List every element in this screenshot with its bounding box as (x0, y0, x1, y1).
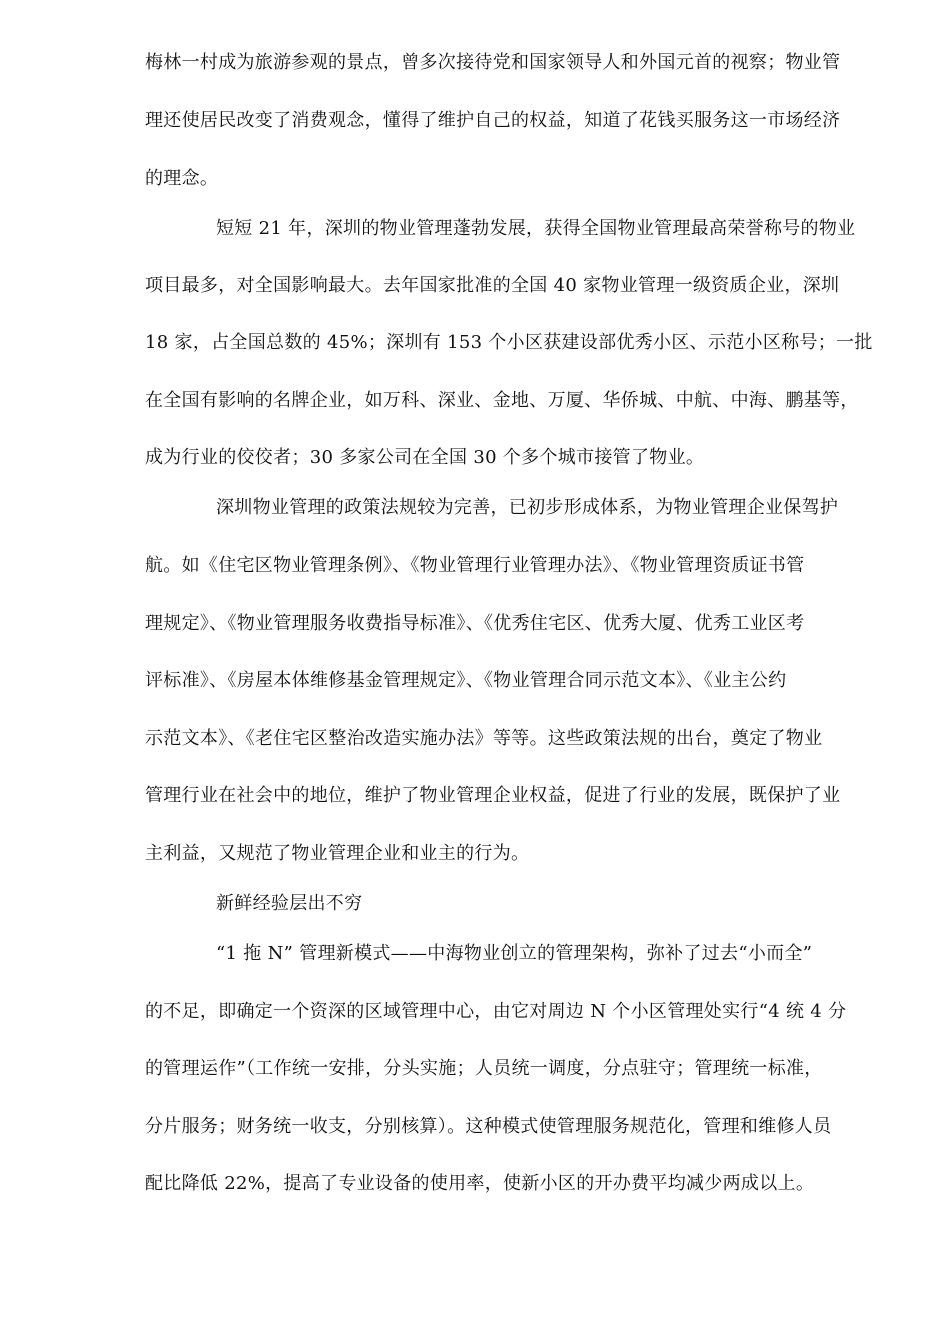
text-line: “1 拖 N” 管理新模式——中海物业创立的管理架构，弥补了过去“小而全” (216, 943, 813, 964)
text-line: 梅林一村成为旅游参观的景点，曾多次接待党和国家领导人和外国元首的视察；物业管 (145, 52, 841, 73)
text-line: 管理行业在社会中的地位，维护了物业管理企业权益，促进了行业的发展，既保护了业 (145, 785, 841, 806)
text-line: 成为行业的佼佼者；30 多家公司在全国 30 个多个城市接管了物业。 (145, 447, 705, 468)
text-line: 短短 21 年，深圳的物业管理蓬勃发展，获得全国物业管理最高荣誉称号的物业 (216, 218, 856, 239)
text-line: 分片服务；财务统一收支，分别核算）。这种模式使管理服务规范化，管理和维修人员 (145, 1116, 832, 1137)
text-line: 的不足，即确定一个资深的区域管理中心，由它对周边 N 个小区管理处实行“4 统 4 分 (145, 1001, 847, 1022)
text-line: 项目最多，对全国影响最大。去年国家批准的全国 40 家物业管理一级资质企业，深圳 (145, 275, 840, 296)
text-line: 理还使居民改变了消费观念，懂得了维护自己的权益，知道了花钱买服务这一市场经济 (145, 110, 841, 131)
text-line: 的管理运作”（工作统一安排，分头实施；人员统一调度，分点驻守；管理统一标准， (145, 1058, 823, 1079)
text-line: 的理念。 (145, 168, 219, 189)
text-line: 18 家，占全国总数的 45%；深圳有 153 个小区获建设部优秀小区、示范小区称号；一批 (145, 332, 873, 353)
text-line: 深圳物业管理的政策法规较为完善，已初步形成体系，为物业管理企业保驾护 (216, 497, 839, 518)
text-line: 航。如《住宅区物业管理条例》、《物业管理行业管理办法》、《物业管理资质证书管 (145, 555, 805, 576)
text-line: 在全国有影响的名牌企业，如万科、深业、金地、万厦、华侨城、中航、中海、鹏基等， (145, 390, 859, 411)
text-line: 配比降低 22%，提高了专业设备的使用率，使新小区的开办费平均减少两成以上。 (145, 1173, 815, 1194)
section-heading: 新鲜经验层出不穷 (216, 893, 363, 914)
text-line: 评标准》、《房屋本体维修基金管理规定》、《物业管理合同示范文本》、《业主公约 (145, 670, 787, 691)
text-line: 主利益，又规范了物业管理企业和业主的行为。 (145, 843, 530, 864)
text-line: 示范文本》、《老住宅区整治改造实施办法》等等。这些政策法规的出台，奠定了物业 (145, 728, 823, 749)
text-line: 理规定》、《物业管理服务收费指导标准》、《优秀住宅区、优秀大厦、优秀工业区考 (145, 613, 805, 634)
